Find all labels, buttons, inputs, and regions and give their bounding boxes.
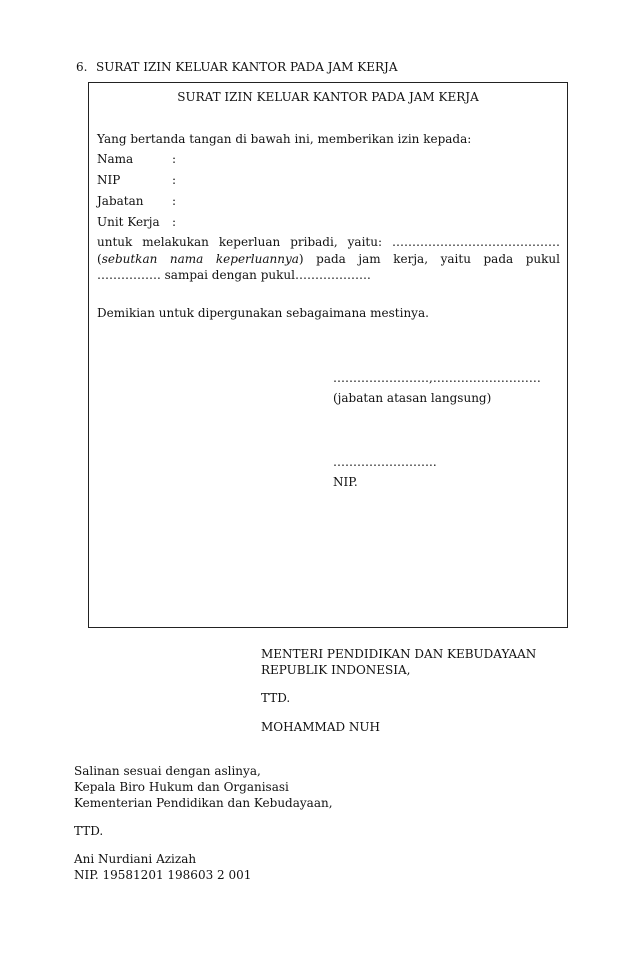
field-label: Jabatan bbox=[97, 194, 144, 208]
section-number: 6. bbox=[76, 60, 88, 74]
minister-title-1: MENTERI PENDIDIKAN DAN KEBUDAYAAN bbox=[261, 647, 537, 661]
section-title: SURAT IZIN KELUAR KANTOR PADA JAM KERJA bbox=[96, 60, 398, 74]
purpose-line-2 bbox=[97, 251, 560, 267]
form-intro: Yang bertanda tangan di bawah ini, memberikan izin kepada: bbox=[97, 132, 472, 146]
field-separator: : bbox=[172, 215, 177, 229]
section-heading bbox=[76, 59, 398, 75]
copy-line-3: Kementerian Pendidikan dan Kebudayaan, bbox=[74, 796, 333, 810]
copy-line-1: Salinan sesuai dengan aslinya, bbox=[74, 764, 261, 778]
field-label: NIP bbox=[97, 173, 121, 187]
field-nip bbox=[97, 172, 176, 188]
signer-role: (jabatan atasan langsung) bbox=[333, 391, 492, 405]
purpose-line-1: untuk melakukan keperluan pribadi, yaitu: …………………………………… bbox=[97, 235, 560, 249]
field-separator: : bbox=[172, 194, 177, 208]
form-title: SURAT IZIN KELUAR KANTOR PADA JAM KERJA bbox=[177, 90, 479, 104]
date-place-blank: ……………………,……………………… bbox=[333, 371, 541, 385]
field-jabatan bbox=[97, 193, 176, 209]
purpose-line-3: ……………. sampai dengan pukul………………. bbox=[97, 268, 371, 282]
purpose-hint: sebutkan nama keperluannya bbox=[101, 252, 299, 266]
paren-open: ( bbox=[97, 252, 102, 266]
minister-ttd: TTD. bbox=[261, 691, 291, 705]
field-nama bbox=[97, 151, 176, 167]
purpose-line-2-rest: ) pada jam kerja, yaitu pada pukul bbox=[298, 252, 560, 266]
copy-nip: NIP. 19581201 198603 2 001 bbox=[74, 868, 252, 882]
copy-name: Ani Nurdiani Azizah bbox=[74, 852, 197, 866]
field-unit-kerja bbox=[97, 214, 176, 230]
closing-text: Demikian untuk dipergunakan sebagaimana mestinya. bbox=[97, 306, 429, 320]
minister-name: MOHAMMAD NUH bbox=[261, 720, 381, 734]
form-box bbox=[88, 82, 568, 628]
field-separator: : bbox=[172, 173, 177, 187]
field-label: Unit Kerja bbox=[97, 215, 160, 229]
field-separator: : bbox=[172, 152, 177, 166]
signer-name-blank: …………………….. bbox=[333, 455, 437, 469]
field-label: Nama bbox=[97, 152, 134, 166]
minister-title-2: REPUBLIK INDONESIA, bbox=[261, 663, 411, 677]
copy-line-2: Kepala Biro Hukum dan Organisasi bbox=[74, 780, 289, 794]
copy-ttd: TTD. bbox=[74, 824, 104, 838]
signer-nip: NIP. bbox=[333, 475, 358, 489]
